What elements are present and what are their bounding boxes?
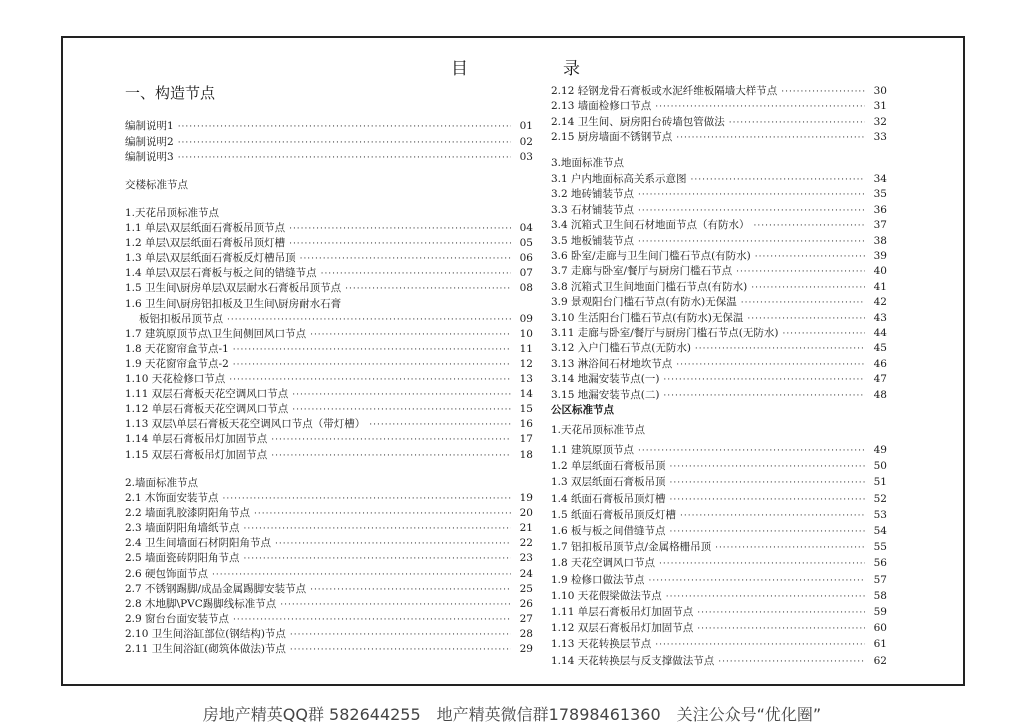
toc-entry-label: 2.14 卫生间、厨房阳台砖墙包管做法	[551, 115, 725, 128]
toc-leader-dots	[670, 493, 865, 507]
toc-leader-dots	[271, 433, 511, 447]
toc-entry-page: 15	[519, 403, 533, 416]
toc-entry-label: 3.9 景观阳台门槛石节点(有防水)无保温	[551, 296, 737, 309]
toc-entry-page: 29	[519, 643, 533, 655]
toc-entry-label: 2.6 硬包饰面节点	[125, 567, 209, 580]
toc-entry-label: 2.12 轻钢龙骨石膏板或水泥纤维板隔墙大样节点	[551, 85, 778, 97]
toc-entry-label: 2.9 窗台台面安装节点	[125, 612, 230, 625]
toc-entry-page: 62	[873, 654, 887, 667]
toc-entry[interactable]	[551, 622, 887, 636]
toc-entry-label: 编制说明1	[125, 120, 174, 132]
toc-entry[interactable]	[125, 492, 533, 506]
toc-entry[interactable]	[551, 444, 887, 458]
toc-entry[interactable]	[551, 219, 887, 233]
toc-entry-label: 3.10 生活阳台门槛石节点(有防水)无保温	[551, 311, 744, 324]
toc-entry-page: 47	[873, 373, 887, 386]
toc-entry-page: 40	[873, 265, 887, 278]
toc-entry-label: 1.14 天花转换层与反支撑做法节点	[551, 654, 715, 667]
toc-entry-label: 1.8 天花空调风口节点	[551, 557, 656, 570]
toc-leader-dots	[292, 388, 511, 402]
toc-entry-label: 3.1 户内地面标高关系示意图	[551, 173, 687, 185]
group-heading: 公区标准节点	[551, 404, 614, 416]
toc-entry-page: 45	[873, 342, 887, 355]
toc-entry[interactable]	[551, 638, 887, 652]
toc-leader-dots	[638, 235, 865, 249]
subsection-heading: 3.地面标准节点	[551, 157, 625, 169]
toc-entry[interactable]	[125, 628, 533, 642]
toc-entry[interactable]	[125, 313, 533, 327]
subsection-heading: 2.墙面标准节点	[125, 477, 199, 489]
toc-entry-label: 1.13 双层\单层石膏板天花空调风口节点（带灯槽）	[125, 418, 366, 431]
toc-leader-dots	[695, 342, 865, 356]
toc-entry-label: 2.11 卫生间浴缸(砌筑体做法)节点	[125, 643, 286, 655]
toc-entry-page: 08	[519, 282, 533, 295]
toc-entry-label: 1.9 天花窗帘盒节点-2	[125, 357, 229, 370]
toc-entry-page: 38	[873, 234, 887, 247]
toc-entry-label: 2.15 厨房墙面不锈钢节点	[551, 130, 673, 143]
toc-entry-label: 编制说明2	[125, 135, 174, 148]
toc-entry-page: 61	[873, 638, 887, 651]
toc-leader-dots	[271, 449, 511, 463]
toc-entry-label: 1.7 建筑原顶节点\卫生间侧回风口节点	[125, 327, 307, 340]
toc-entry[interactable]	[125, 120, 533, 134]
toc-leader-dots	[178, 120, 511, 134]
toc-entry-label: 3.7 走廊与卧室/餐厅与厨房门槛石节点	[551, 265, 733, 278]
toc-entry-label: 2.1 木饰面安装节点	[125, 492, 219, 504]
toc-entry-page: 22	[519, 537, 533, 550]
toc-entry-label: 1.13 天花转换层节点	[551, 638, 652, 651]
toc-entry-page: 11	[519, 342, 533, 355]
toc-entry[interactable]	[125, 237, 533, 251]
toc-entry[interactable]	[551, 557, 887, 571]
toc-entry[interactable]	[551, 493, 887, 507]
toc-entry-label: 3.12 入户门槛石节点(无防水)	[551, 342, 691, 355]
toc-entry-label: 1.8 天花窗帘盒节点-1	[125, 342, 229, 355]
toc-entry-page: 04	[519, 222, 533, 234]
subsection-heading: 1.天花吊顶标准节点	[125, 207, 220, 219]
toc-entry-page: 25	[519, 582, 533, 595]
toc-leader-dots	[178, 151, 511, 165]
toc-leader-dots	[300, 252, 511, 266]
toc-leader-dots	[782, 327, 865, 341]
toc-leader-dots	[751, 281, 865, 295]
toc-entry[interactable]	[125, 537, 533, 551]
toc-entry-page: 12	[519, 357, 533, 370]
toc-entry-label: 2.3 墙面阴阳角墙纸节点	[125, 522, 240, 535]
toc-leader-dots	[670, 525, 865, 539]
toc-entry-label: 1.5 纸面石膏板吊顶反灯槽	[551, 508, 677, 521]
toc-entry-label: 1.3 单层\双层纸面石膏板反灯槽吊顶	[125, 252, 296, 265]
toc-entry-page: 58	[873, 589, 887, 602]
toc-entry[interactable]	[125, 568, 533, 582]
toc-entry-page: 09	[519, 312, 533, 325]
toc-entry[interactable]	[125, 433, 533, 447]
toc-leader-dots	[729, 116, 865, 130]
toc-leader-dots	[697, 606, 865, 620]
toc-entry-page: 13	[519, 373, 533, 385]
toc-entry[interactable]	[551, 342, 887, 356]
toc-leader-dots	[697, 622, 865, 636]
toc-entry-page: 34	[873, 173, 887, 185]
toc-entry[interactable]	[125, 403, 533, 417]
toc-entry[interactable]	[125, 222, 533, 236]
toc-leader-dots	[747, 312, 865, 326]
toc-leader-dots	[741, 296, 865, 310]
toc-entry-page: 19	[519, 492, 533, 504]
toc-entry-page: 51	[873, 476, 887, 489]
toc-entry-label: 3.15 地漏安装节点(二)	[551, 388, 660, 401]
toc-leader-dots	[670, 476, 865, 490]
toc-entry-page: 56	[873, 557, 887, 570]
toc-entry-label: 3.4 沉箱式卫生间石材地面节点（有防水）	[551, 219, 750, 232]
toc-entry[interactable]	[551, 265, 887, 279]
toc-leader-dots	[663, 373, 865, 387]
toc-entry-page: 54	[873, 525, 887, 537]
toc-entry-label: 1.1 建筑原顶节点	[551, 444, 635, 456]
toc-entry-label: 3.13 淋浴间石材地坎节点	[551, 357, 673, 370]
toc-entry-page: 24	[519, 567, 533, 580]
toc-entry-label: 1.11 双层石膏板天花空调风口节点	[125, 388, 289, 401]
toc-entry-label: 1.3 双层纸面石膏板吊顶	[551, 476, 666, 489]
toc-leader-dots	[655, 638, 865, 652]
toc-entry[interactable]	[551, 85, 887, 99]
toc-leader-dots	[655, 100, 865, 114]
toc-entry-page: 37	[873, 219, 887, 232]
toc-leader-dots	[638, 444, 865, 458]
toc-entry-label: 2.5 墙面瓷砖阴阳角节点	[125, 552, 240, 565]
toc-entry[interactable]	[551, 327, 887, 341]
toc-entry-page: 17	[519, 433, 533, 446]
toc-entry-label: 1.2 单层\双层纸面石膏板吊顶灯槽	[125, 237, 286, 250]
toc-entry[interactable]	[125, 343, 533, 357]
toc-entry-label: 2.4 卫生间墙面石材阴阳角节点	[125, 537, 272, 550]
toc-entry[interactable]	[551, 281, 887, 295]
toc-entry[interactable]	[551, 476, 887, 490]
toc-leader-dots	[638, 188, 865, 202]
toc-entry[interactable]	[551, 541, 887, 555]
toc-entry[interactable]	[551, 655, 887, 669]
toc-entry[interactable]	[551, 235, 887, 249]
toc-entry[interactable]	[551, 606, 887, 620]
toc-entry-label: 1.1 单层\双层纸面石膏板吊顶节点	[125, 222, 286, 234]
toc-entry-label: 3.5 地板铺装节点	[551, 234, 635, 247]
toc-entry[interactable]	[125, 388, 533, 402]
toc-entry-page: 36	[873, 203, 887, 216]
toc-entry-label: 1.6 板与板之间借缝节点	[551, 525, 666, 537]
toc-leader-dots	[178, 136, 511, 150]
toc-entry-page: 28	[519, 627, 533, 640]
toc-entry-page: 05	[519, 237, 533, 250]
footer-watermark: 房地产精英QQ群 582644255 地产精英微信群17898461360 关注公众号“优化圈”	[202, 705, 822, 724]
toc-leader-dots	[718, 655, 865, 669]
toc-entry-page: 52	[873, 492, 887, 505]
toc-entry-label: 2.13 墙面检修口节点	[551, 100, 652, 113]
toc-entry-page: 31	[873, 100, 887, 113]
toc-leader-dots	[781, 85, 865, 99]
toc-entry[interactable]	[125, 613, 533, 627]
toc-entry-page: 14	[519, 388, 533, 401]
toc-entry[interactable]	[551, 460, 887, 474]
toc-entry[interactable]	[125, 522, 533, 536]
toc-entry[interactable]	[125, 267, 533, 281]
toc-leader-dots	[310, 328, 511, 342]
toc-leader-dots	[227, 313, 511, 327]
toc-leader-dots	[310, 583, 511, 597]
toc-entry[interactable]	[125, 373, 533, 387]
toc-entry-label: 1.12 双层石膏板吊灯加固节点	[551, 622, 694, 635]
title-char-1: 目	[451, 59, 468, 79]
toc-entry-label: 1.4 纸面石膏板吊顶灯槽	[551, 492, 666, 505]
toc-leader-dots	[292, 403, 511, 417]
toc-entry[interactable]	[125, 328, 533, 342]
toc-leader-dots	[649, 574, 865, 588]
toc-entry-page: 07	[519, 267, 533, 280]
toc-leader-dots	[244, 522, 511, 536]
toc-entry-label: 3.14 地漏安装节点(一)	[551, 373, 660, 386]
toc-entry-page: 02	[519, 135, 533, 148]
toc-entry-page: 01	[519, 120, 533, 132]
toc-entry-page: 21	[519, 522, 533, 535]
toc-entry[interactable]	[125, 252, 533, 266]
toc-leader-dots	[676, 358, 865, 372]
toc-entry[interactable]	[551, 373, 887, 387]
toc-entry-label: 3.11 走廊与卧室/餐厅与厨房门槛石节点(无防水)	[551, 327, 779, 339]
toc-entry-page: 18	[519, 448, 533, 461]
toc-leader-dots	[280, 598, 511, 612]
toc-leader-dots	[233, 343, 511, 357]
toc-entry[interactable]	[125, 418, 533, 432]
toc-entry[interactable]	[551, 590, 887, 604]
toc-entry[interactable]	[551, 389, 887, 403]
toc-entry-label: 1.10 天花假梁做法节点	[551, 589, 662, 602]
toc-entry-page: 42	[873, 296, 887, 309]
toc-leader-dots	[369, 418, 511, 432]
toc-leader-dots	[321, 267, 511, 281]
toc-entry-page: 44	[873, 327, 887, 339]
toc-entry[interactable]	[551, 100, 887, 114]
toc-leader-dots	[254, 507, 511, 521]
toc-leader-dots	[212, 568, 511, 582]
toc-entry-label: 2.10 卫生间浴缸部位(钢结构)节点	[125, 627, 286, 640]
toc-entry-label: 1.10 天花检修口节点	[125, 373, 226, 385]
toc-leader-dots	[691, 173, 865, 187]
toc-entry[interactable]	[551, 204, 887, 218]
toc-leader-dots	[290, 628, 511, 642]
toc-entry-page: 57	[873, 573, 887, 586]
toc-entry-label: 1.11 单层石膏板吊灯加固节点	[551, 606, 694, 618]
toc-entry-page: 26	[519, 597, 533, 610]
toc-entry-page: 03	[519, 151, 533, 163]
document-frame	[61, 36, 965, 686]
toc-leader-dots	[755, 250, 865, 264]
toc-entry-page: 55	[873, 541, 887, 554]
toc-leader-dots	[289, 222, 511, 236]
toc-entry-label: 1.9 检修口做法节点	[551, 573, 645, 586]
toc-entry-page: 33	[873, 130, 887, 143]
toc-entry-page: 16	[519, 418, 533, 431]
toc-entry[interactable]	[125, 449, 533, 463]
toc-entry-page: 27	[519, 612, 533, 625]
toc-leader-dots	[659, 557, 865, 571]
toc-entry-page: 41	[873, 280, 887, 293]
toc-entry[interactable]	[125, 282, 533, 296]
toc-entry-page: 46	[873, 357, 887, 370]
toc-entry-label: 1.2 单层纸面石膏板吊顶	[551, 460, 666, 473]
toc-entry-label: 3.2 地砖铺装节点	[551, 188, 635, 201]
toc-leader-dots	[275, 537, 511, 551]
toc-entry[interactable]	[551, 116, 887, 130]
toc-entry-page: 48	[873, 388, 887, 401]
toc-entry-page: 32	[873, 115, 887, 128]
toc-entry-label: 3.6 卧室/走廊与卫生间门槛石节点(有防水)	[551, 250, 751, 262]
toc-entry[interactable]	[125, 358, 533, 372]
toc-leader-dots	[666, 590, 865, 604]
toc-entry-page: 10	[519, 327, 533, 340]
toc-entry-page: 39	[873, 250, 887, 262]
toc-entry[interactable]	[551, 358, 887, 372]
toc-entry-page: 49	[873, 444, 887, 456]
toc-entry-label: 板铝扣板吊顶节点	[139, 312, 223, 325]
toc-entry-page: 23	[519, 552, 533, 565]
toc-entry[interactable]	[551, 296, 887, 310]
toc-leader-dots	[345, 282, 511, 296]
title-char-2: 录	[563, 59, 580, 79]
toc-entry[interactable]	[551, 131, 887, 145]
toc-entry-label: 1.6 卫生间\厨房铝扣板及卫生间\厨房耐水石膏	[125, 297, 342, 310]
toc-entry-page: 59	[873, 606, 887, 618]
toc-leader-dots	[289, 237, 511, 251]
toc-entry[interactable]	[551, 173, 887, 187]
toc-entry[interactable]	[551, 312, 887, 326]
toc-leader-dots	[223, 492, 511, 506]
toc-leader-dots	[736, 265, 865, 279]
toc-entry-label: 3.3 石材铺装节点	[551, 203, 635, 216]
toc-leader-dots	[663, 389, 865, 403]
toc-entry-label: 2.8 木地脚\PVC踢脚线标准节点	[125, 597, 277, 610]
toc-entry-label: 1.14 单层石膏板吊灯加固节点	[125, 433, 268, 446]
toc-entry-label: 1.5 卫生间\厨房单层\双层耐水石膏板吊顶节点	[125, 282, 342, 295]
toc-entry[interactable]	[551, 250, 887, 264]
toc-entry[interactable]	[125, 583, 533, 597]
toc-leader-dots	[290, 643, 511, 657]
toc-entry-label: 1.15 双层石膏板吊灯加固节点	[125, 448, 268, 461]
toc-leader-dots	[233, 358, 511, 372]
toc-leader-dots	[233, 613, 511, 627]
toc-entry[interactable]	[125, 643, 533, 657]
toc-leader-dots	[670, 460, 865, 474]
toc-entry-page: 35	[873, 188, 887, 201]
toc-entry-label: 3.8 沉箱式卫生间地面门槛石节点(有防水)	[551, 280, 748, 293]
toc-entry-page: 53	[873, 508, 887, 521]
toc-entry-page: 60	[873, 622, 887, 635]
toc-entry-label: 1.7 铝扣板吊顶节点/金属格栅吊顶	[551, 541, 712, 554]
toc-leader-dots	[244, 552, 511, 566]
toc-entry-label: 1.4 单层\双层石膏板与板之间的错缝节点	[125, 267, 317, 280]
toc-entry-page: 50	[873, 460, 887, 473]
toc-entry[interactable]	[551, 525, 887, 539]
toc-entry-page: 06	[519, 252, 533, 265]
toc-entry[interactable]	[125, 552, 533, 566]
section-heading: 一、构造节点	[125, 84, 216, 102]
toc-entry-page: 20	[519, 507, 533, 520]
toc-leader-dots	[676, 131, 865, 145]
toc-entry-label: 1.12 单层石膏板天花空调风口节点	[125, 403, 289, 416]
toc-entry-label: 2.7 不锈钢踢脚/成品金属踢脚安装节点	[125, 582, 307, 595]
toc-leader-dots	[229, 373, 511, 387]
page-title	[63, 54, 963, 79]
toc-entry[interactable]	[125, 298, 533, 311]
toc-entry-label: 编制说明3	[125, 151, 174, 163]
toc-entry[interactable]	[125, 136, 533, 150]
toc-leader-dots	[680, 509, 865, 523]
toc-entry[interactable]	[551, 188, 887, 202]
toc-entry[interactable]	[551, 509, 887, 523]
toc-leader-dots	[754, 219, 865, 233]
toc-entry-page: 43	[873, 311, 887, 324]
toc-entry[interactable]	[551, 574, 887, 588]
group-heading: 交楼标准节点	[125, 179, 188, 191]
toc-entry-label: 2.2 墙面乳胶漆阴阳角节点	[125, 507, 251, 520]
toc-entry[interactable]	[125, 598, 533, 612]
toc-entry[interactable]	[125, 151, 533, 165]
subsection-heading: 1.天花吊顶标准节点	[551, 424, 646, 436]
toc-entry-page: 30	[873, 85, 887, 97]
toc-leader-dots	[715, 541, 865, 555]
toc-entry[interactable]	[125, 507, 533, 521]
toc-leader-dots	[638, 204, 865, 218]
